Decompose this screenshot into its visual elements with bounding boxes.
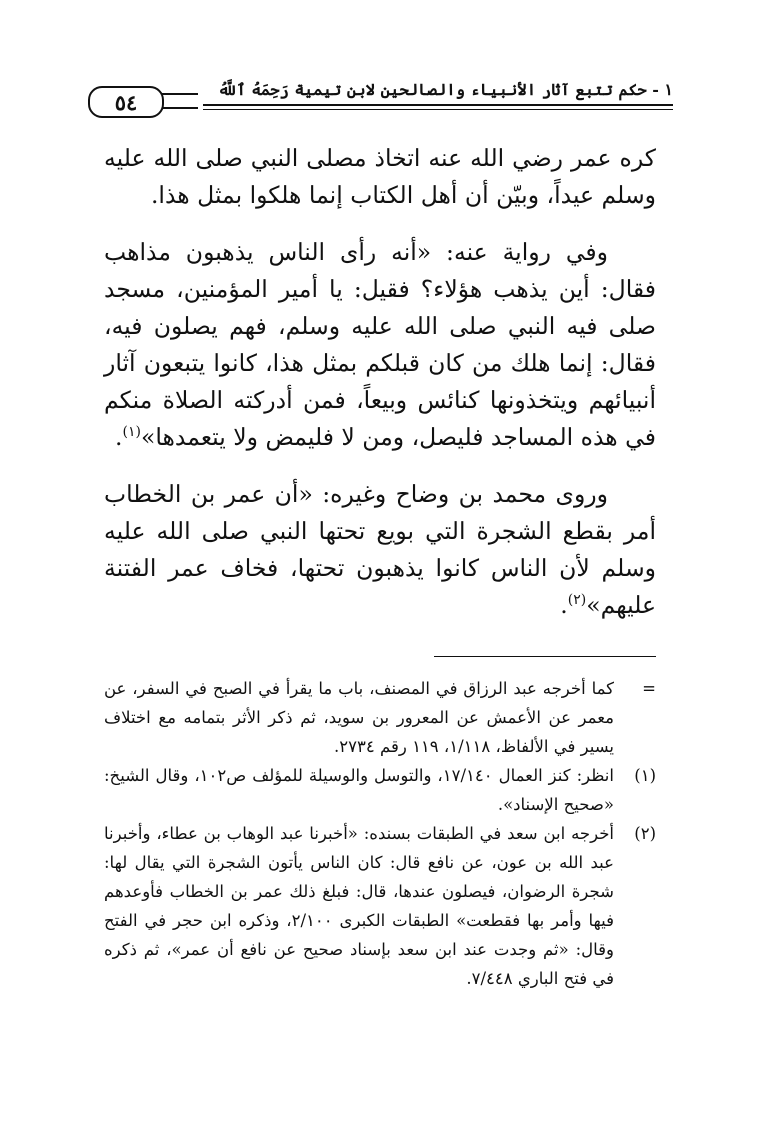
footnote-marker: = — [642, 679, 656, 698]
paragraph-2-period: . — [115, 423, 123, 451]
paragraph-1-text: كره عمر رضي الله عنه اتخاذ مصلى النبي صلى الله عليه وسلم عيداً، وبيّن أن أهل الكتاب إنما هلكوا بمثل هذا. — [104, 144, 656, 209]
running-title: ١ - حكم تتبع آثار الأنبياء والصالحين لابن تيمية رَحِمَهُ ٱللَّهُ — [217, 80, 673, 99]
footnote-ref-2[interactable]: (٢) — [567, 592, 587, 609]
paragraph-2-text: وفي رواية عنه: «أنه رأى الناس يذهبون مذاهب فقال: أين يذهب هؤلاء؟ فقيل: يا أمير المؤمنين، مسجد صلى فيه النبي صلى الله عليه وسلم، فهم يصلون فيه، فقال: إنما هلك من كان قبلكم بمثل هذا، كانوا يتبعون آثار أنبيائهم ويتخذونها كنائس وبيعاً، فمن أدركته الصلاة منكم في هذه المساجد فليصل، ومن لا فليمض ولا يتعمدها» — [104, 238, 656, 451]
paragraph-1 — [104, 140, 656, 214]
paragraph-3-text: وروى محمد بن وضاح وغيره: «أن عمر بن الخطاب أمر بقطع الشجرة التي بويع تحتها النبي صلى الله عليه وسلم لأن الناس كانوا يذهبون تحتها، فخاف عمر الفتنة عليهم» — [104, 480, 656, 619]
footnote-2 — [104, 819, 656, 993]
footnote-separator — [434, 656, 656, 657]
footnote-marker: (١) — [634, 766, 656, 785]
paragraph-2 — [104, 234, 656, 456]
main-text — [104, 140, 656, 624]
footnote-ref-1[interactable]: (١) — [122, 424, 141, 441]
paragraph-3-period: . — [560, 591, 568, 619]
paragraph-3 — [104, 476, 656, 624]
footnote-1 — [104, 761, 656, 819]
page-number-connector — [162, 93, 198, 109]
header-rule-thick — [203, 104, 673, 106]
footnote-continued — [104, 674, 656, 761]
footnote-text: انظر: كنز العمال ١٧/١٤٠، والتوسل والوسيلة للمؤلف ص١٠٢، وقال الشيخ: «صحيح الإسناد». — [104, 766, 614, 814]
footnotes — [104, 674, 656, 993]
page-header — [88, 78, 673, 118]
header-rule-thin — [203, 109, 673, 110]
footnote-text: كما أخرجه عبد الرزاق في المصنف، باب ما يقرأ في الصبح في السفر، عن معمر عن الأعمش عن المعرور بن سويد، ثم ذكر الأثر بتمامه مع اختلاف يسير في الألفاظ، ١/١١٨، ١١٩ رقم ٢٧٣٤. — [104, 679, 614, 756]
footnote-text: أخرجه ابن سعد في الطبقات بسنده: «أخبرنا عبد الوهاب بن عطاء، وأخبرنا عبد الله بن عون، عن نافع قال: كان الناس يأتون الشجرة التي يقال لها: شجرة الرضوان، فيصلون عندها، قال: فبلغ ذلك عمر بن الخطاب فأوعدهم فيها وأمر بها فقطعت» الطبقات الكبرى ٢/١٠٠، وذكره ابن حجر في الفتح وقال: «ثم وجدت عند ابن سعد بإسناد صحيح عن نافع أن عمر»، ثم ذكره في فتح الباري ٧/٤٤٨. — [104, 824, 615, 988]
footnote-marker: (٢) — [634, 824, 656, 843]
page-number: ٥٤ — [88, 86, 164, 118]
